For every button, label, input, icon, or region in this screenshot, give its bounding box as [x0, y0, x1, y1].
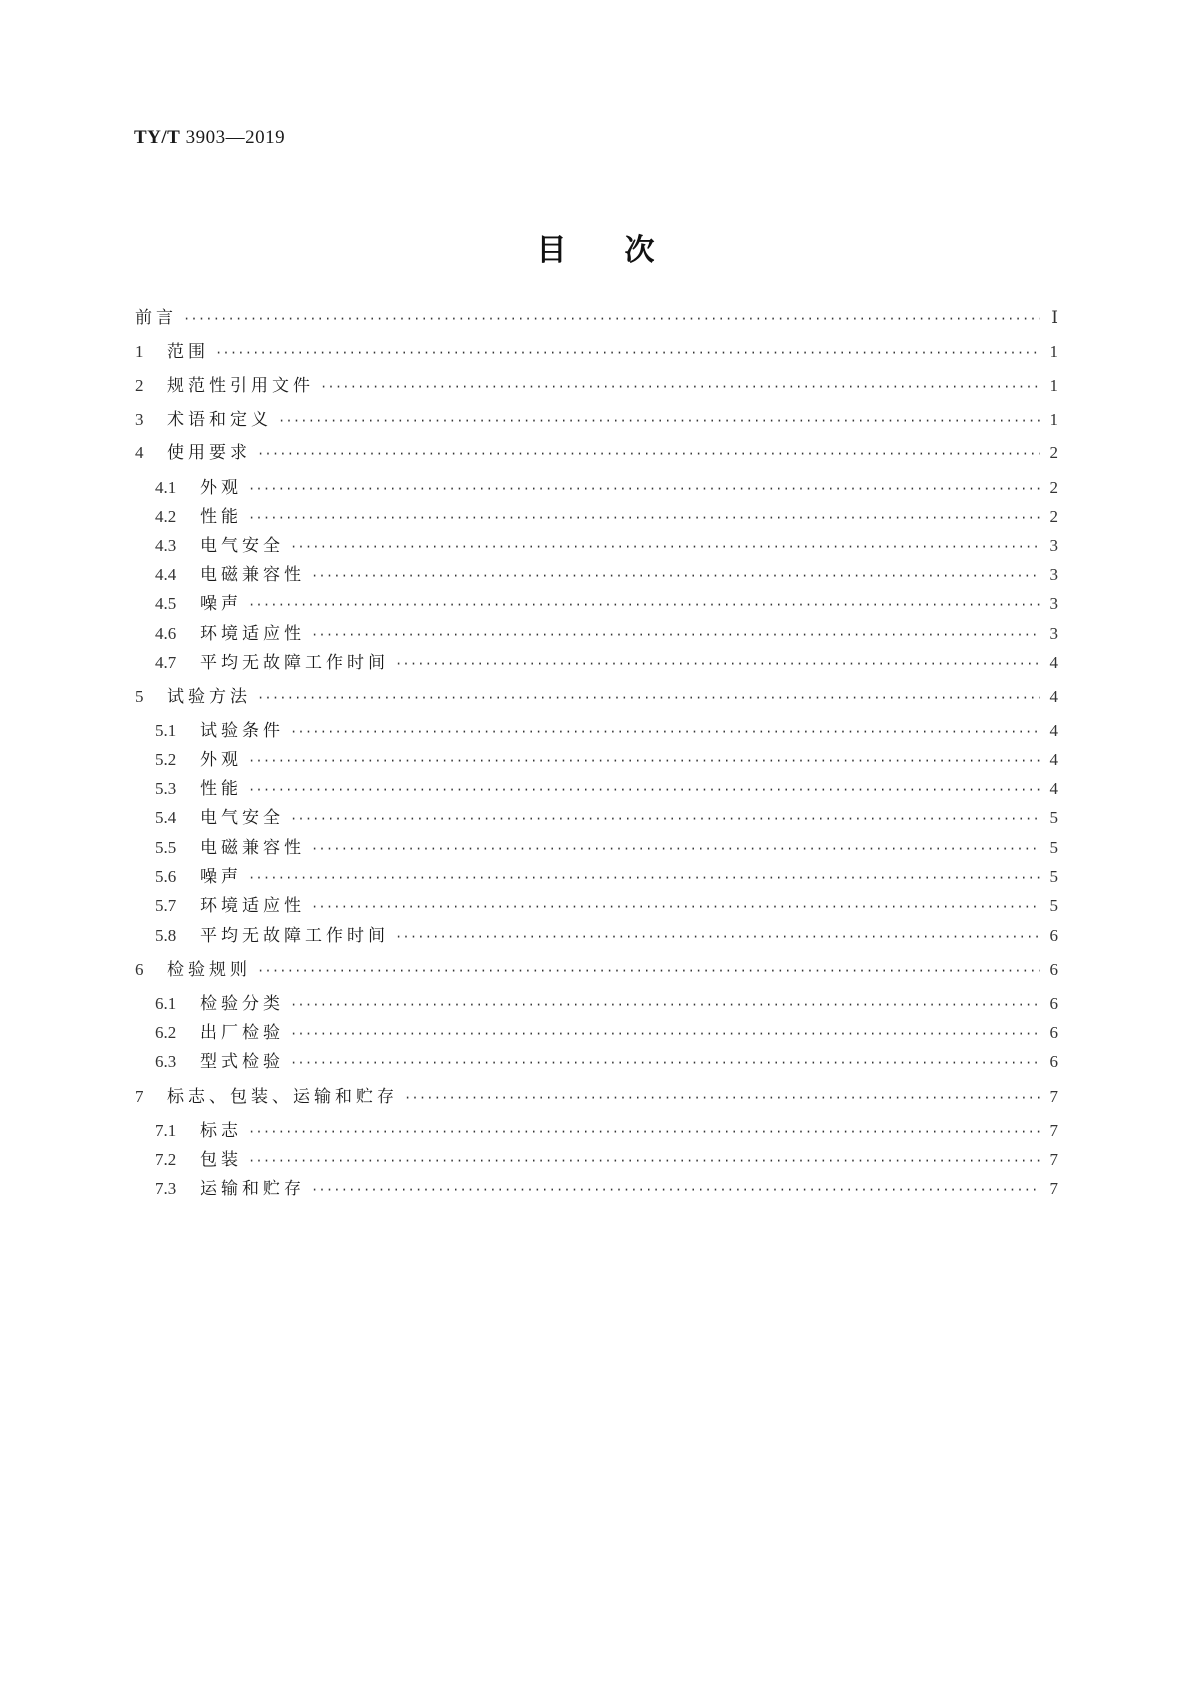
toc-entry-label: 运输和贮存 [200, 1179, 305, 1199]
toc-entry-label: 规范性引用文件 [167, 376, 314, 396]
toc-entry-label: 环境适应性 [200, 624, 305, 644]
toc-entry-page: Ⅰ [1051, 308, 1058, 327]
toc-entry-label: 电磁兼容性 [200, 565, 305, 585]
toc-dot-leader [404, 1085, 1040, 1109]
toc-entry-label: 外观 [200, 750, 242, 770]
toc-entry-number: 7 [135, 1087, 144, 1106]
toc-entry-number: 5.7 [155, 896, 177, 915]
toc-entry-page: 4 [1049, 653, 1058, 672]
toc-dot-leader [215, 340, 1040, 364]
toc-entry-label: 范围 [167, 342, 209, 362]
toc-entry-number: 4.4 [155, 565, 177, 584]
toc-dot-leader [248, 505, 1040, 529]
toc-entry-4-3[interactable] [155, 534, 1058, 558]
toc-entry-5-7[interactable] [155, 894, 1058, 918]
toc-entry-number: 6.1 [155, 994, 177, 1013]
toc-entry-page: 3 [1049, 594, 1058, 613]
toc-entry-number: 5.5 [155, 838, 177, 857]
toc-entry-page: 6 [1049, 1052, 1058, 1071]
toc-entry-page: 5 [1049, 896, 1058, 915]
toc-entry-page: 4 [1049, 750, 1058, 769]
toc-dot-leader [290, 719, 1040, 743]
toc-dot-leader [290, 992, 1040, 1016]
toc-entry-5-8[interactable] [155, 924, 1058, 948]
toc-entry-5-6[interactable] [155, 865, 1058, 889]
toc-entry-label: 外观 [200, 478, 242, 498]
toc-entry-label: 术语和定义 [167, 410, 272, 430]
toc-entry-7[interactable] [135, 1085, 1058, 1109]
toc-entry-foreword[interactable] [135, 306, 1058, 330]
toc-entry-page: 7 [1049, 1087, 1058, 1106]
toc-entry-label: 试验条件 [200, 721, 284, 741]
toc-entry-page: 6 [1049, 960, 1058, 979]
toc-dot-leader [290, 1021, 1040, 1045]
document-code-prefix: TY/T [134, 127, 181, 148]
toc-entry-page: 6 [1049, 994, 1058, 1013]
toc-entry-label: 使用要求 [167, 443, 251, 463]
toc-entry-page: 4 [1049, 721, 1058, 740]
toc-entry-number: 4.7 [155, 653, 177, 672]
toc-entry-4-6[interactable] [155, 622, 1058, 646]
toc-entry-page: 7 [1049, 1121, 1058, 1140]
toc-dot-leader [311, 563, 1040, 587]
toc-entry-page: 5 [1049, 838, 1058, 857]
toc-dot-leader [248, 777, 1040, 801]
toc-entry-label: 前言 [135, 308, 177, 328]
toc-entry-7-1[interactable] [155, 1119, 1058, 1143]
toc-entry-label: 电气安全 [200, 536, 284, 556]
toc-entry-4-4[interactable] [155, 563, 1058, 587]
page-title-char-2: 次 [624, 233, 655, 268]
toc-entry-number: 5.1 [155, 721, 177, 740]
toc-dot-leader [248, 1148, 1040, 1172]
toc-entry-6[interactable] [135, 958, 1058, 982]
toc-entry-page: 1 [1049, 376, 1058, 395]
toc-dot-leader [248, 865, 1040, 889]
toc-entry-page: 1 [1049, 410, 1058, 429]
toc-entry-5[interactable] [135, 685, 1058, 709]
toc-entry-label: 出厂检验 [200, 1023, 284, 1043]
toc-entry-5-2[interactable] [155, 748, 1058, 772]
toc-entry-4-5[interactable] [155, 592, 1058, 616]
toc-entry-6-2[interactable] [155, 1021, 1058, 1045]
toc-dot-leader [311, 1177, 1040, 1201]
toc-entry-number: 6 [135, 960, 144, 979]
toc-entry-label: 性能 [200, 507, 242, 527]
toc-dot-leader [290, 534, 1040, 558]
toc-entry-4[interactable] [135, 441, 1058, 465]
toc-entry-5-1[interactable] [155, 719, 1058, 743]
toc-entry-3[interactable] [135, 408, 1058, 432]
toc-entry-number: 1 [135, 342, 144, 361]
toc-entry-page: 7 [1049, 1179, 1058, 1198]
toc-entry-number: 3 [135, 410, 144, 429]
toc-entry-page: 4 [1049, 687, 1058, 706]
toc-dot-leader [248, 476, 1040, 500]
toc-entry-label: 噪声 [200, 867, 242, 887]
toc-entry-number: 5.6 [155, 867, 177, 886]
toc-entry-page: 3 [1049, 624, 1058, 643]
toc-entry-number: 7.2 [155, 1150, 177, 1169]
toc-entry-page: 5 [1049, 808, 1058, 827]
toc-entry-4-1[interactable] [155, 476, 1058, 500]
toc-dot-leader [290, 806, 1040, 830]
toc-entry-label: 检验规则 [167, 960, 251, 980]
toc-dot-leader [278, 408, 1040, 432]
toc-dot-leader [248, 592, 1040, 616]
toc-entry-label: 平均无故障工作时间 [200, 653, 389, 673]
toc-entry-number: 7.1 [155, 1121, 177, 1140]
toc-entry-4-7[interactable] [155, 651, 1058, 675]
toc-entry-label: 环境适应性 [200, 896, 305, 916]
toc-entry-6-3[interactable] [155, 1050, 1058, 1074]
toc-dot-leader [248, 1119, 1040, 1143]
toc-entry-label: 试验方法 [167, 687, 251, 707]
toc-entry-label: 标志、包装、运输和贮存 [167, 1087, 398, 1107]
toc-dot-leader [290, 1050, 1040, 1074]
toc-dot-leader [311, 622, 1040, 646]
toc-entry-5-5[interactable] [155, 836, 1058, 860]
toc-entry-number: 4.2 [155, 507, 177, 526]
toc-entry-number: 7.3 [155, 1179, 177, 1198]
toc-entry-page: 1 [1049, 342, 1058, 361]
toc-entry-label: 平均无故障工作时间 [200, 926, 389, 946]
toc-entry-page: 6 [1049, 1023, 1058, 1042]
toc-dot-leader [248, 748, 1040, 772]
toc-entry-page: 2 [1049, 478, 1058, 497]
toc-entry-number: 4.6 [155, 624, 177, 643]
toc-entry-number: 4.5 [155, 594, 177, 613]
toc-entry-page: 2 [1049, 507, 1058, 526]
toc-dot-leader [257, 441, 1040, 465]
toc-entry-number: 5.3 [155, 779, 177, 798]
toc-entry-page: 2 [1049, 443, 1058, 462]
toc-entry-7-2[interactable] [155, 1148, 1058, 1172]
toc-entry-number: 4.3 [155, 536, 177, 555]
toc-entry-number: 4 [135, 443, 144, 462]
toc-entry-4-2[interactable] [155, 505, 1058, 529]
toc-entry-page: 3 [1049, 536, 1058, 555]
toc-entry-label: 检验分类 [200, 994, 284, 1014]
toc-dot-leader [320, 374, 1040, 398]
toc-entry-page: 3 [1049, 565, 1058, 584]
toc-entry-number: 4.1 [155, 478, 177, 497]
toc-entry-label: 包装 [200, 1150, 242, 1170]
toc-entry-page: 6 [1049, 926, 1058, 945]
toc-entry-1[interactable] [135, 340, 1058, 364]
toc-entry-number: 5.4 [155, 808, 177, 827]
toc-entry-7-3[interactable] [155, 1177, 1058, 1201]
toc-dot-leader [257, 958, 1040, 982]
toc-entry-page: 4 [1049, 779, 1058, 798]
toc-dot-leader [257, 685, 1040, 709]
toc-entry-label: 型式检验 [200, 1052, 284, 1072]
toc-dot-leader [311, 836, 1040, 860]
toc-entry-2[interactable] [135, 374, 1058, 398]
toc-dot-leader [395, 924, 1040, 948]
toc-entry-page: 7 [1049, 1150, 1058, 1169]
toc-entry-page: 5 [1049, 867, 1058, 886]
toc-dot-leader [311, 894, 1040, 918]
toc-entry-number: 6.3 [155, 1052, 177, 1071]
toc-entry-label: 电气安全 [200, 808, 284, 828]
page-title-char-1: 目 [536, 233, 567, 268]
toc-entry-label: 电磁兼容性 [200, 838, 305, 858]
toc-entry-6-1[interactable] [155, 992, 1058, 1016]
toc-entry-number: 2 [135, 376, 144, 395]
toc-entry-number: 5.8 [155, 926, 177, 945]
toc-entry-number: 6.2 [155, 1023, 177, 1042]
toc-entry-label: 标志 [200, 1121, 242, 1141]
toc-entry-number: 5.2 [155, 750, 177, 769]
toc-dot-leader [183, 306, 1040, 330]
toc-entry-5-4[interactable] [155, 806, 1058, 830]
toc-entry-label: 性能 [200, 779, 242, 799]
document-code-number: 3903—2019 [185, 127, 286, 148]
toc-dot-leader [395, 651, 1040, 675]
toc-entry-number: 5 [135, 687, 144, 706]
toc-entry-label: 噪声 [200, 594, 242, 614]
toc-entry-5-3[interactable] [155, 777, 1058, 801]
